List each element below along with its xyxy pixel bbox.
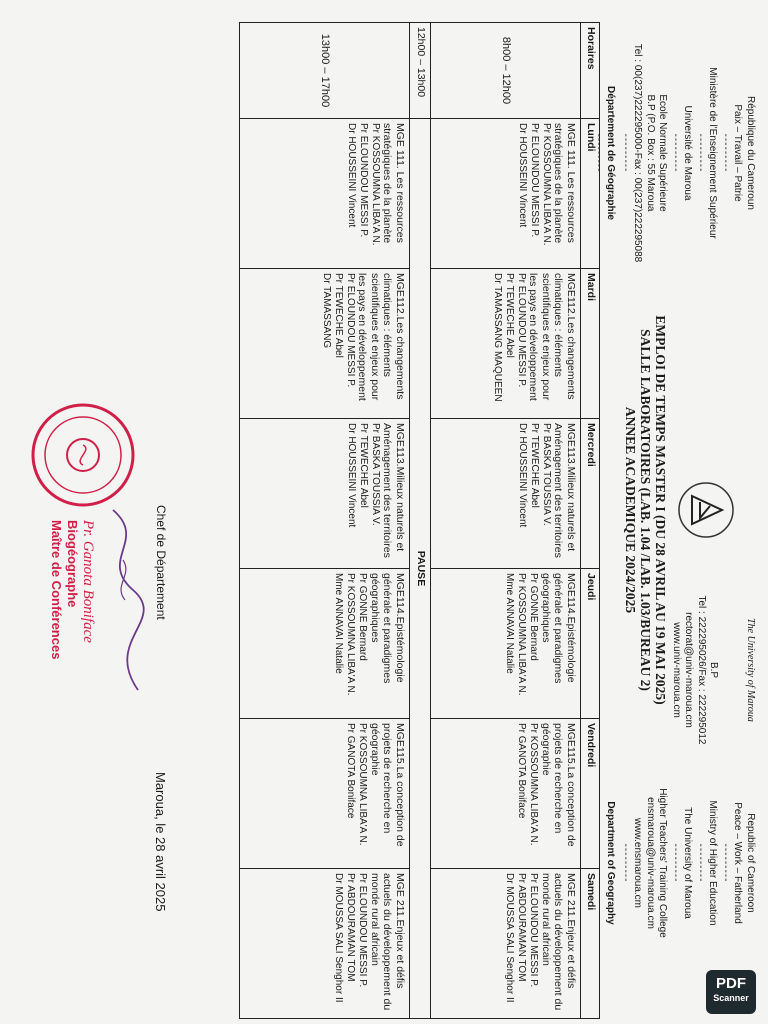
professor: Mme ANNAVAI Natalie [504, 573, 516, 674]
university-logo-icon [676, 480, 736, 540]
university-en: The University of Maroua [682, 807, 694, 919]
signer-name: Pr. Ganota Boniface [80, 520, 96, 643]
professor: Pr ELOUNDOU MESSI P. [345, 273, 356, 388]
professor: Pr ELOUNDOU MESSI P. [529, 123, 540, 238]
time-slot: 13h00 – 17h00 [240, 23, 410, 119]
official-stamp-icon [28, 400, 138, 510]
professor: Dr HOUSSEINI Vincent [346, 423, 357, 528]
pdf-scanner-badge [706, 970, 756, 1014]
tel-fr: Tel : 00(237)222295000-Fax : 00(237)222295088 [632, 43, 644, 263]
address-fr: B.P (P.O. Box : 55 Maroua [645, 94, 656, 212]
schedule-cell [431, 119, 581, 269]
divider: --------- [620, 133, 631, 173]
professor: Pr KOSSOUMNA LIBA'A N. [528, 723, 540, 846]
ministry-en: Ministry of Higher Education [707, 800, 719, 926]
tel-center: Tel : 222295026/Fax : 222295012 [696, 595, 707, 745]
professor: Pr ELOUNDOU MESSI P. [358, 123, 369, 238]
ministry-fr: Ministère de l'Enseignement Supérieur [707, 67, 719, 239]
department-en: Department of Geography [605, 801, 617, 925]
professor: Dr HOUSSEINI Vincent [517, 423, 528, 528]
divider: --------- [593, 133, 604, 173]
pause-row [410, 23, 431, 1019]
professor: Pr GONNE Bernard [528, 573, 540, 661]
professor: Pr TEWECHE Abel [358, 423, 369, 508]
school-fr: Ecole Normale Supérieure [657, 94, 669, 212]
motto-en: Peace – Work – Fatherland [732, 802, 744, 924]
university-name-en: The University of Maroua [745, 618, 756, 722]
professor: Mme ANNAVAI Natalie [333, 573, 345, 674]
professor: Pr GONNE Bernard [357, 573, 369, 661]
pause-label: PAUSE [410, 119, 431, 1019]
professor: Pr TEWECHE Abel [529, 423, 540, 508]
signer-block [48, 520, 96, 659]
professor: Pr GANOTA Boniface [345, 723, 357, 819]
course-title: MGE112.Les changements climatiques : éléments scientifiques et enjeux pour les pays en développement [527, 273, 577, 401]
country-fr: République du Cameroun [745, 96, 756, 210]
signer-title-2: Maître de Conférences [49, 520, 64, 660]
schedule-cell [240, 719, 410, 869]
signature-icon [93, 500, 153, 700]
header-jeudi: Jeudi [581, 569, 600, 719]
signer-title-1: Biogéographe [65, 520, 80, 608]
pause-time: 12h00 – 13h00 [410, 23, 431, 119]
school-en: Higher Teachers' Training College [657, 788, 669, 938]
document-title [623, 270, 668, 750]
schedule-cell [240, 569, 410, 719]
divider: --------- [720, 133, 731, 173]
header-vendredi: Vendredi [581, 719, 600, 869]
header-left [592, 28, 757, 278]
title-line-1: EMPLOI DE TEMPS MASTER I (DU 28 AVRIL AU 19 MAI 2025) [653, 315, 668, 705]
professor: Dr MOUSSA SALI Senghor II [504, 873, 516, 1003]
header-center [670, 575, 757, 765]
schedule-cell [431, 869, 581, 1019]
header-samedi: Samedi [581, 869, 600, 1019]
professor: Dr HOUSSEINI Vincent [346, 123, 357, 228]
table-header-row [581, 23, 600, 1019]
professor: Pr KOSSOUMNA LIBA'A N. [516, 573, 528, 696]
schedule-cell [240, 419, 410, 569]
professor: Pr ABDOURAMAN TOM [516, 873, 528, 982]
course-title: MGE113.Milieux naturels et Aménagement des territoires [381, 423, 406, 558]
title-line-3: ANNEE ACADEMIQUE 2024/2025 [623, 406, 638, 614]
professor: Pr KOSSOUMNA LIBA'A N. [370, 123, 381, 246]
divider: --------- [670, 843, 681, 883]
divider: --------- [670, 133, 681, 173]
header-lundi: Lundi [581, 119, 600, 269]
title-line-2: SALLE LABORATOIRES (LAB. 1.04 /LAB. 1.03/BUREAU 2) [638, 329, 653, 691]
schedule-cell [431, 269, 581, 419]
professor: Pr KOSSOUMNA LIBA'A N. [541, 123, 552, 246]
divider: --------- [720, 843, 731, 883]
place-date: Maroua, le 28 avril 2025 [153, 772, 168, 912]
course-title: MGE114.Epistémologie générale et paradigmes géographiques [540, 573, 577, 684]
schedule-cell [431, 719, 581, 869]
professor: Pr BASKA TOUSSIA V. [541, 423, 552, 526]
schedule-cell [240, 119, 410, 269]
email-en: ensmaroua@univ-maroua.cm [645, 797, 656, 929]
course-title: MGE 211.Enjeux et défis actuels du développement du monde rural africain [369, 873, 406, 1011]
course-title: MGE114.Epistémologie générale et paradigmes géographiques [369, 573, 406, 684]
header-horaires: Horaires [581, 23, 600, 119]
course-title: MGE115.La conception de projets de recherche en géographie [540, 723, 577, 847]
professor: Dr MOUSSA SALI Senghor II [333, 873, 345, 1003]
country-en: Republic of Cameroon [745, 813, 756, 913]
professor: Pr ELOUNDOU MESSI P. [528, 873, 540, 988]
department-fr: Département de Géographie [605, 86, 617, 220]
professor: Pr KOSSOUMNA LIBA'A N. [357, 723, 369, 846]
badge-pdf-text: PDF [716, 975, 746, 992]
schedule-cell [431, 419, 581, 569]
professor: Pr TEWECHE Abel [504, 273, 515, 358]
course-title: MGE 111. Les ressources stratégiques de la planète [552, 123, 577, 244]
course-title: MGE 211.Enjeux et défis actuels du développement du monde rural africain [540, 873, 577, 1011]
professor: Pr TEWECHE Abel [333, 273, 344, 358]
course-title: MGE112.Les changements climatiques : éléments scientifiques et enjeux pour les pays en développement [356, 273, 406, 401]
badge-scanner-text: Scanner [713, 993, 749, 1003]
divider: --------- [620, 843, 631, 883]
schedule-cell [240, 269, 410, 419]
table-row [431, 23, 581, 1019]
professor: Pr ELOUNDOU MESSI P. [357, 873, 369, 988]
schedule-cell [431, 569, 581, 719]
divider: --------- [695, 133, 706, 173]
motto-fr: Paix – Travail – Patrie [732, 104, 744, 202]
website-en: www.ensmaroua.cm [632, 817, 644, 909]
header-mardi: Mardi [581, 269, 600, 419]
po-box: B.P [708, 661, 720, 679]
professor: Pr ELOUNDOU MESSI P. [516, 273, 527, 388]
professor: Dr HOUSSEINI Vincent [517, 123, 528, 228]
chef-departement-label: Chef de Département [154, 505, 168, 620]
website-center: www.univ-maroua.cm [671, 622, 682, 718]
professor: Dr TAMASSANG [321, 273, 332, 349]
email-center: rectorat@univ-maroua.cm [683, 612, 695, 728]
course-title: MGE115.La conception de projets de recherche en géographie [369, 723, 406, 847]
divider: --------- [695, 843, 706, 883]
schedule-cell [240, 869, 410, 1019]
course-title: MGE 111. Les ressources stratégiques de la planète [381, 123, 406, 244]
professor: Pr BASKA TOUSSIA V. [370, 423, 381, 526]
schedule-table [239, 22, 600, 1019]
professor: Dr TAMASSANG MAQUEEN [492, 273, 503, 402]
header-right [604, 738, 756, 988]
course-title: MGE113.Milieux naturels et Aménagement des territoires [552, 423, 577, 558]
header-mercredi: Mercredi [581, 419, 600, 569]
university-fr: Université de Maroua [682, 105, 694, 201]
professor: Pr KOSSOUMNA LIBA'A N. [345, 573, 357, 696]
time-slot: 8h00 – 12h00 [431, 23, 581, 119]
table-row [240, 23, 410, 1019]
professor: Pr ABDOURAMAN TOM [345, 873, 357, 982]
professor: Pr GANOTA Boniface [516, 723, 528, 819]
